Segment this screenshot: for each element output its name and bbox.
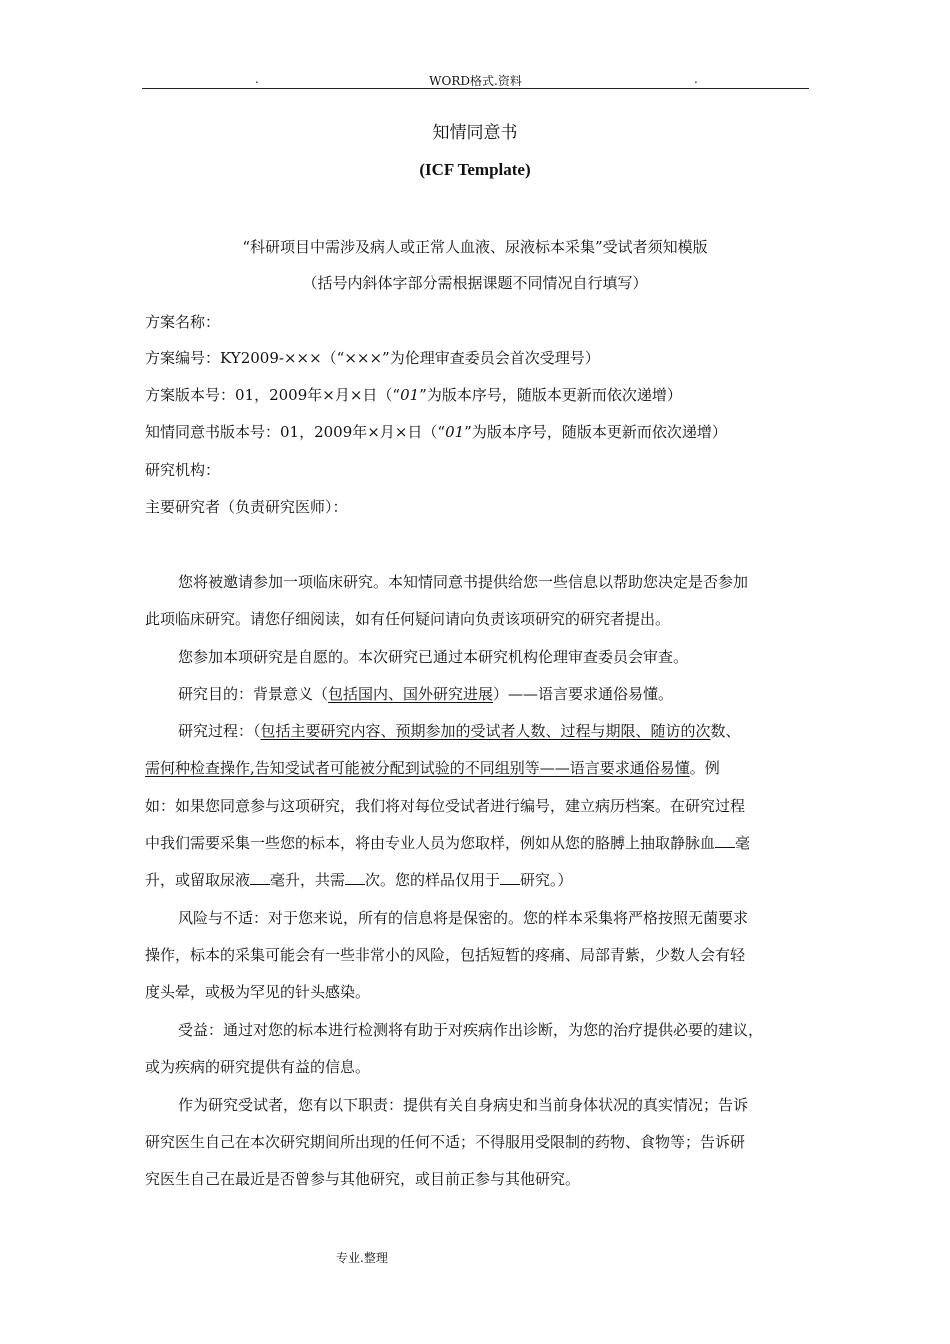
field-institution: 研究机构： <box>145 461 221 479</box>
para-invitation-line1: 您将被邀请参加一项临床研究。本知情同意书提供给您一些信息以帮助您决定是否参加 <box>178 573 749 591</box>
header-right-mark: . <box>694 72 698 86</box>
para-procedure-line2: 需何种检查操作,告知受试者可能被分配到试验的不同组别等——语言要求通俗易懂。例 <box>145 759 720 777</box>
para-risk-line3: 度头晕，或极为罕见的针头感染。 <box>145 983 371 1001</box>
doc-title: 知情同意书 <box>432 123 518 143</box>
para-invitation-line2: 此项临床研究。请您仔细阅读，如有任何疑问请向负责该项研究的研究者提出。 <box>145 610 671 628</box>
para-procedure-line4: 中我们需要采集一些您的标本，将由专业人员为您取样，例如从您的胳膊上抽取静脉血 毫 <box>145 834 751 852</box>
fill-blank <box>500 870 520 885</box>
para-duty-line3: 究医生自己在最近是否曾参与其他研究，或目前正参与其他研究。 <box>145 1170 581 1188</box>
field-scheme-name: 方案名称： <box>145 313 221 331</box>
template-title: “科研项目中需涉及病人或正常人血液、尿液标本采集”受试者须知模版 <box>242 238 708 256</box>
para-risk-line2: 操作，标本的采集可能会有一些非常小的风险，包括短暂的疼痛、局部青紫，少数人会有轻 <box>145 946 746 964</box>
page-footer: 专业.整理 <box>336 1251 388 1265</box>
doc-subtitle: (ICF Template) <box>419 160 531 179</box>
field-scheme-number: 方案编号：KY2009-×××（“×××”为伦理审查委员会首次受理号） <box>145 349 600 367</box>
para-voluntary: 您参加本项研究是自愿的。本次研究已通过本研究机构伦理审查委员会审查。 <box>178 648 689 666</box>
para-benefit-line2: 或为疾病的研究提供有益的信息。 <box>145 1058 371 1076</box>
para-benefit-line1: 受益：通过对您的标本进行检测将有助于对疾病作出诊断，为您的治疗提供必要的建议， <box>178 1021 764 1039</box>
para-purpose: 研究目的：背景意义（包括国内、国外研究进展）——语言要求通俗易懂。 <box>178 685 674 703</box>
fill-blank <box>250 870 270 885</box>
para-risk-line1: 风险与不适：对于您来说，所有的信息将是保密的。您的样本采集将严格按照无菌要求 <box>178 909 749 927</box>
para-procedure-line3: 如：如果您同意参与这项研究，我们将对每位受试者进行编号，建立病历档案。在研究过程 <box>145 797 746 815</box>
para-duty-line1: 作为研究受试者，您有以下职责：提供有关自身病史和当前身体状况的真实情况；告诉 <box>178 1096 749 1114</box>
header-title: WORD格式.资料 <box>429 74 522 88</box>
fill-blank <box>345 870 365 885</box>
header-left-mark: . <box>255 72 259 86</box>
para-procedure-line1: 研究过程：（包括主要研究内容、预期参加的受试者人数、过程与期限、随访的次数、 <box>178 722 741 740</box>
para-procedure-line5: 升，或留取尿液 毫升，共需 次。您的样品仅用于 研究。） <box>145 871 573 889</box>
template-note: （括号内斜体字部分需根据课题不同情况自行填写） <box>302 274 648 292</box>
field-scheme-version: 方案版本号：01，2009年×月×日（“01”为版本序号，随版本更新而依次递增） <box>145 386 682 404</box>
field-principal-investigator: 主要研究者（负责研究医师）： <box>145 498 348 516</box>
para-duty-line2: 研究医生自己在本次研究期间所出现的任何不适；不得服用受限制的药物、食物等；告诉研 <box>145 1133 746 1151</box>
page-header <box>142 72 809 89</box>
field-icf-version: 知情同意书版本号：01，2009年×月×日（“01”为版本序号，随版本更新而依次递增） <box>145 423 727 441</box>
fill-blank <box>715 833 735 848</box>
